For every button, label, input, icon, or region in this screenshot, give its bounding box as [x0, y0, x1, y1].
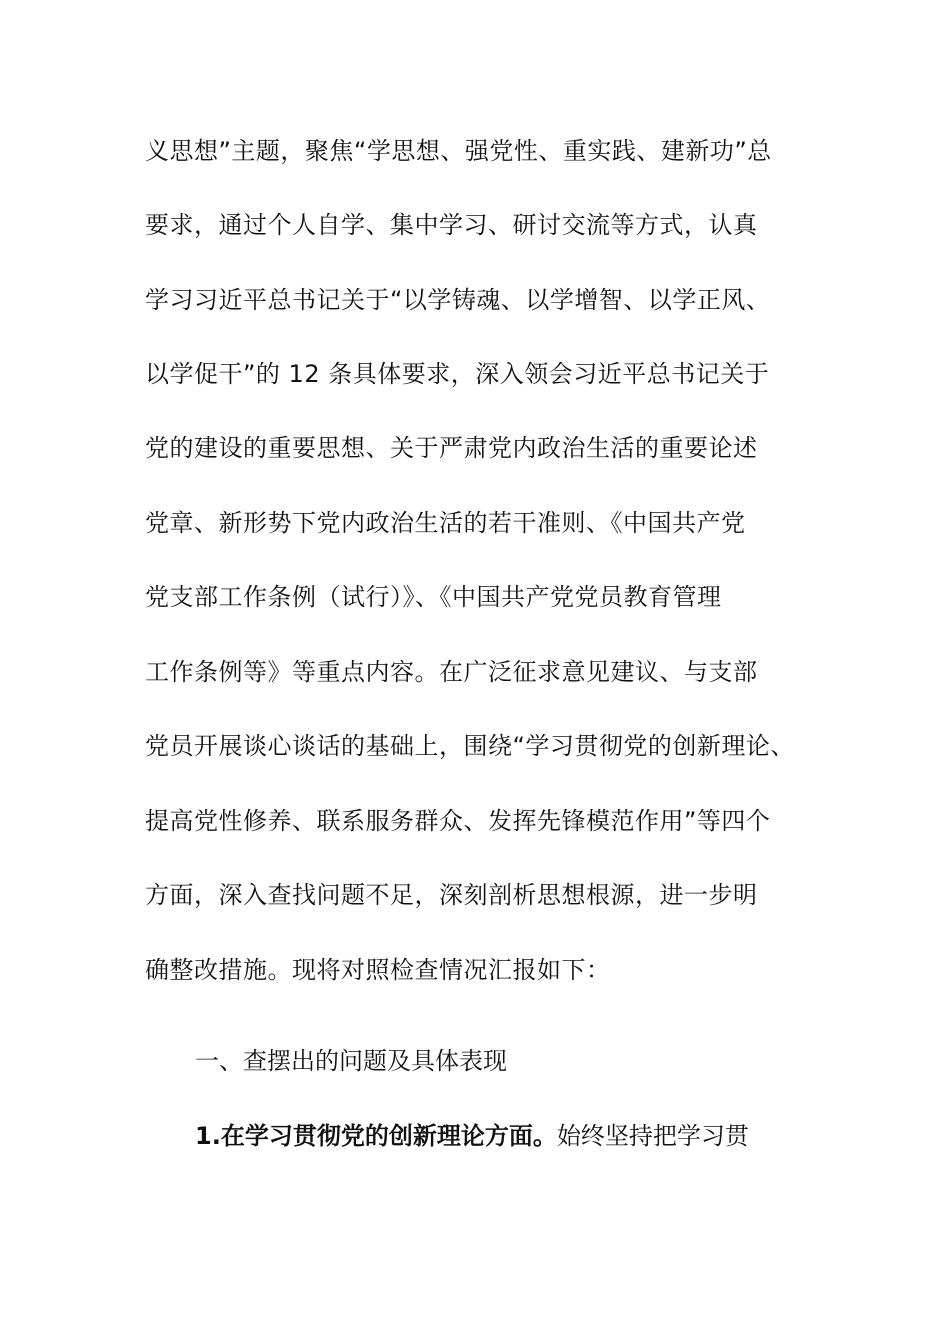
paragraph-line: 以学促干”的 12 条具体要求，深入领会习近平总书记关于 [145, 360, 770, 388]
paragraph-line: 党章、新形势下党内政治生活的若干准则、《中国共产党 [145, 509, 746, 537]
subsection-text: 始终坚持把学习贯 [556, 1122, 749, 1150]
paragraph-line: 学习习近平总书记关于“以学铸魂、以学增智、以学正风、 [145, 286, 771, 314]
paragraph-line: 工作条例等》等重点内容。在广泛征求意见建议、与支部 [145, 658, 758, 686]
paragraph-line: 党的建设的重要思想、关于严肃党内政治生活的重要论述 [145, 434, 758, 462]
subsection-title: 1.在学习贯彻党的创新理论方面。 [195, 1122, 557, 1150]
paragraph-line: 要求，通过个人自学、集中学习、研讨交流等方式，认真 [145, 211, 758, 239]
paragraph-line: 党支部工作条例（试行）》、《中国共产党党员教育管理 [145, 583, 722, 611]
paragraph-line: 党员开展谈心谈话的基础上，围绕“学习贯彻党的创新理论、 [145, 732, 795, 760]
section-heading: 一、查摆出的问题及具体表现 [195, 1047, 507, 1075]
subsection-line [195, 1120, 749, 1152]
paragraph-line: 方面，深入查找问题不足，深刻剖析思想根源，进一步明 [145, 881, 758, 909]
paragraph-line: 确整改措施。现将对照检查情况汇报如下： [145, 956, 611, 984]
paragraph-line: 提高党性修养、联系服务群众、发挥先锋模范作用”等四个 [145, 807, 771, 835]
paragraph-line: 义思想”主题，聚焦“学思想、强党性、重实践、建新功”总 [145, 137, 772, 165]
